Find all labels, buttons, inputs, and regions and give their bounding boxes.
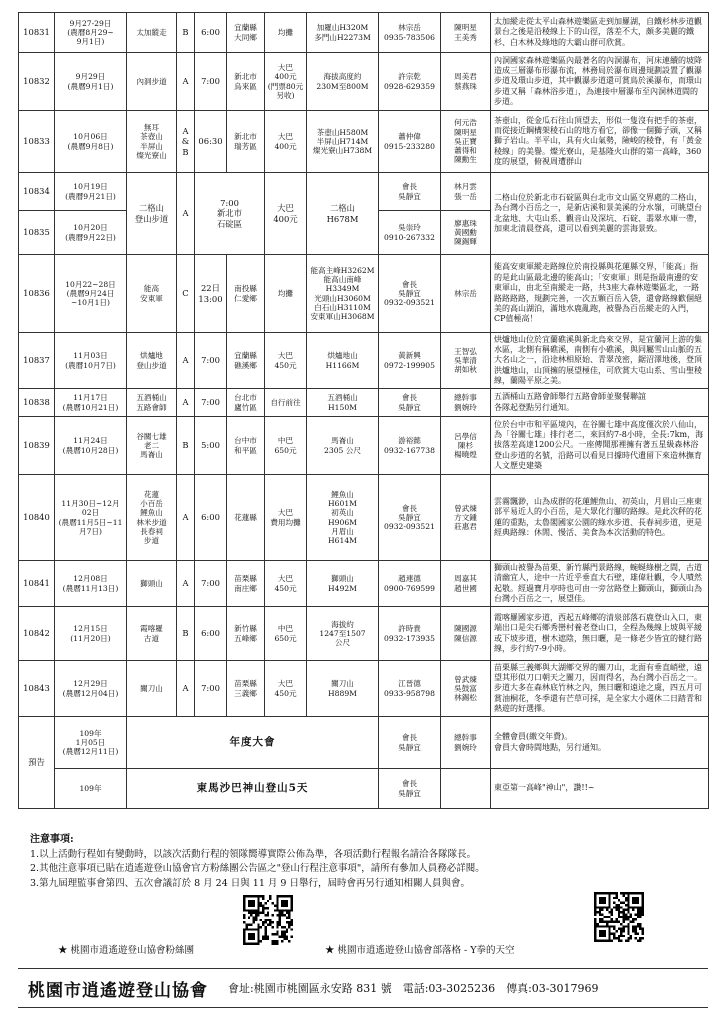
trip-date: 9月29日 (農曆9月1日) bbox=[55, 53, 127, 111]
trip-fee: 均攤 bbox=[265, 255, 307, 333]
trip-peak: 鯉魚山 H601M 初英山 H906M 月眉山 H614M bbox=[307, 475, 379, 561]
trip-id: 10838 bbox=[19, 389, 55, 417]
trip-time: 6:00 bbox=[195, 607, 227, 661]
trip-leader: 吳崇玲 0910-267332 bbox=[379, 211, 441, 255]
trip-id: 10842 bbox=[19, 607, 55, 661]
trip-route: 五酒桶山 五路會師 bbox=[127, 389, 177, 417]
trip-description: 二格山位於新北市石碇區與台北市文山區交界處的二格山，為台灣小百岳之一，是新店溪和景美溪的分水嶺，可眺望台北盆地、大屯山系、觀音山及深坑、石碇、翡翠水庫一帶，加東北清晨登高，還可以看到美麗的雲海景致。 bbox=[491, 173, 709, 255]
trip-id: 10840 bbox=[19, 475, 55, 561]
trip-description: 霞喀羅國家步道，西起五峰鄉的清泉部落石鹿登山入口，東端出口是尖石鄉秀巒村養老登山口，全程為幾線上坡與平緩或下坡步道，樹木遮陰，無日曬，是一條老少皆宜的健行路線，步行約7-9小時。 bbox=[491, 607, 709, 661]
note-item: 3.第九屆理監事會第四、五次會議訂於 8 月 24 日與 11 月 9 日舉行，屆時會再另行通知相關人員與會。 bbox=[30, 877, 470, 889]
trip-date: 12月29日 (農曆12月04日) bbox=[55, 661, 127, 717]
trip-date: 11月24日 (農曆10月28日) bbox=[55, 417, 127, 475]
trip-peak: 五酒桶山 H150M bbox=[307, 389, 379, 417]
table-row bbox=[19, 333, 709, 389]
notes-heading: 注意事項: bbox=[30, 834, 74, 845]
trip-time-place: 7:00 新北市 石碇區 bbox=[195, 173, 265, 255]
preview-label: 預告 bbox=[19, 717, 55, 809]
table-row bbox=[19, 13, 709, 53]
trip-time: 7:00 bbox=[195, 333, 227, 389]
trip-route: 獅頭山 bbox=[127, 561, 177, 607]
trip-time: 7:00 bbox=[195, 661, 227, 717]
trip-route: 霞喀羅 古道 bbox=[127, 607, 177, 661]
trip-place: 南投縣 仁愛鄉 bbox=[227, 255, 265, 333]
preview-event: 東馬沙巴神山登山5天 bbox=[127, 769, 379, 809]
trip-description: 位於台中市和平區境內，在谷關七雄中高度僅次於八仙山，為「谷關七雄」排行老二，來回約7-8小時，全長:7km，海拔落差高達1200公尺。一座傳聞那裡擁有著五星級森林浴登山步道的名號，沿路可以看見日據時代遺留下來造林撫育人文歷史建築 bbox=[491, 417, 709, 475]
trip-description: 苗栗縣三義鄉與大湖鄉交界的關刀山，北面有垂直峭壁，遠望其形似刀口朝天之關刀，因而得名，為台灣小百岳之一。步道大多在森林底竹林之內，無日曬和遠途之虞，四五月可賞油桐花，冬季還有芒草可採，是全家大小週休二日踏青和熱遊的好選擇。 bbox=[491, 661, 709, 717]
trip-date: 10月19日 (農曆9月21日) bbox=[55, 173, 127, 211]
table-row bbox=[19, 475, 709, 561]
trip-route: 二格山 登山步道 bbox=[127, 173, 177, 255]
trip-time: 06:30 bbox=[195, 111, 227, 173]
footer bbox=[18, 968, 708, 1008]
trip-id: 10831 bbox=[19, 13, 55, 53]
trip-leader: 許時貴 0932-173935 bbox=[379, 607, 441, 661]
trip-level: A bbox=[177, 389, 195, 417]
org-address: 會址:桃園市桃園區永安路 831 號 電話:03-3025236 傳真:03-3017969 bbox=[228, 982, 599, 995]
trip-fee: 大巴 450元 bbox=[265, 661, 307, 717]
trip-fee: 中巴 650元 bbox=[265, 417, 307, 475]
trip-leader: 會長 吳靜宜 bbox=[379, 389, 441, 417]
trip-route: 無耳 茶壺山 半屏山 燦光寮山 bbox=[127, 111, 177, 173]
trip-id: 10839 bbox=[19, 417, 55, 475]
table-row bbox=[19, 389, 709, 417]
trip-peak: 海拔高度約 230M至800M bbox=[307, 53, 379, 111]
trip-peak: 海拔約 1247至1507 公尺 bbox=[307, 607, 379, 661]
trip-id: 10841 bbox=[19, 561, 55, 607]
trip-assist: 周美君 蔡燕珠 bbox=[441, 53, 491, 111]
trip-fee: 自行前往 bbox=[265, 389, 307, 417]
trip-peak: 能高主峰H3262M 能高山南峰 H3349M 光頭山H3060M 白石山H3110M 安東軍山H3068M bbox=[307, 255, 379, 333]
trip-time: 7:00 bbox=[195, 53, 227, 111]
trip-route: 關刀山 bbox=[127, 661, 177, 717]
trip-date: 10月06日 (農曆9月8日) bbox=[55, 111, 127, 173]
trip-id: 10833 bbox=[19, 111, 55, 173]
table-row bbox=[19, 607, 709, 661]
trip-leader: 蕭仲偉 0915-233280 bbox=[379, 111, 441, 173]
trip-level: A bbox=[177, 661, 195, 717]
trip-date: 11月03日 (農曆10月7日) bbox=[55, 333, 127, 389]
trip-time: 7:00 bbox=[195, 561, 227, 607]
trip-route: 谷關七雄 老二 馬崙山 bbox=[127, 417, 177, 475]
trip-level: A & B bbox=[177, 111, 195, 173]
qr-code-blog[interactable] bbox=[594, 892, 644, 942]
org-name: 桃園市逍遙遊登山協會 bbox=[28, 980, 208, 1001]
trip-description: 雲霧飄渺，山為成群的花蓮鯉魚山、初英山，月眉山三座東部平易近人的小百岳，是大眾化行腳的路線。是此次秤的花蓮的重點，太魯閣國家公園的綠水步道、長春祠步道，更是經典路線：休閒、慢活、美食為本次活動的特色。 bbox=[491, 475, 709, 561]
trip-assist: 周嘉其 趙世國 bbox=[441, 561, 491, 607]
trip-fee: 均攤 bbox=[265, 13, 307, 53]
trip-description: 獅頭山被譽為苗栗、新竹縣門景路線，蜿蜒綠樹之間，古道清幽宜人，途中一片近乎垂直大石壁，雄偉壯觀，令人嘖然起敬。經過寶月亭時也可由一旁岔路登上獅頭山，獅頭山為台灣小百岳之一，展望佳。 bbox=[491, 561, 709, 607]
trip-assist: 王智弘 吳華清 胡如秋 bbox=[441, 333, 491, 389]
trip-id: 10834 bbox=[19, 173, 55, 211]
trip-place: 新竹縣 五峰鄉 bbox=[227, 607, 265, 661]
trip-date: 11月17日 (農曆10月21日) bbox=[55, 389, 127, 417]
trip-leader: 會長 吳靜宜 0932-093521 bbox=[379, 255, 441, 333]
trip-leader: 游裕懿 0932-167738 bbox=[379, 417, 441, 475]
trip-assist: 曾武煉 方文鍾 莊惠君 bbox=[441, 475, 491, 561]
trip-leader: 江晉德 0933-958798 bbox=[379, 661, 441, 717]
trip-date: 10月20日 (農曆9月22日) bbox=[55, 211, 127, 255]
trip-fee: 大巴 450元 bbox=[265, 333, 307, 389]
trip-leader: 會長 吳靜宜 bbox=[379, 173, 441, 211]
trip-assist: 曾武煉 吳鼓富 林錫松 bbox=[441, 661, 491, 717]
trip-assist: 陳國源 陳信源 bbox=[441, 607, 491, 661]
trip-fee: 大巴 400元 (門票80元 另收) bbox=[265, 53, 307, 111]
trip-id: 10836 bbox=[19, 255, 55, 333]
table-row bbox=[19, 173, 709, 211]
trip-assist: 總幹事 劉婉玲 bbox=[441, 389, 491, 417]
trip-peak: 二格山 H678M bbox=[307, 173, 379, 255]
trip-level: A bbox=[177, 561, 195, 607]
trip-assist: 林月雲 張一岳 bbox=[441, 173, 491, 211]
trip-route: 花蓮 小百岳 鯉魚山 林米步道 長春祠 步道 bbox=[127, 475, 177, 561]
trip-fee: 大巴 400元 bbox=[265, 111, 307, 173]
trip-leader: 黃新興 0972-199905 bbox=[379, 333, 441, 389]
preview-assist: 總幹事 劉婉玲 bbox=[441, 717, 491, 769]
trip-id: 10837 bbox=[19, 333, 55, 389]
preview-date: 109年 1月05日 (農曆12月11日) bbox=[55, 717, 127, 769]
trip-level: A bbox=[177, 173, 195, 255]
trip-description: 茶壺山，從金瓜石往山頂望去，形似一隻沒有把手的茶壺，而從接近鋼構架稜石山的地方看它，卻像一個獅子頭，又稱獅子岩山。半平山，具有火山氣勢，險峻的稜脊，有「黃金稜線」的美譽。燦光寮山，是基隆火山群的第一高峰，360度的展望，俯視周遭群山 bbox=[491, 111, 709, 173]
trip-description: 內洞國家森林遊樂區內最著名的內洞瀑布，河床連續的坡降造成三層瀑布形瀑布流，林務局於瀑布周邊規劃設置了觀瀑步道及環山步道，其中觀瀑步道還可賞鳥於溪瀑布，而環山步道又稱「森林浴步道」，為連接中層瀑布至內洞林道間的步道。 bbox=[491, 53, 709, 111]
trip-date: 9月27-29日 (農曆8月29~ 9月1日) bbox=[55, 13, 127, 53]
trip-level: A bbox=[177, 333, 195, 389]
trip-time: 6:00 bbox=[195, 13, 227, 53]
note-item: 1.以上活動行程如有變動時，以該次活動行程的領隊嚮導實際公佈為準，各項活動行程報名請洽各隊隊長。 bbox=[30, 848, 477, 860]
preview-date: 109年 bbox=[55, 769, 127, 809]
preview-event: 年度大會 bbox=[127, 717, 379, 769]
trip-time: 22日 13:00 bbox=[195, 255, 227, 333]
table-row bbox=[19, 417, 709, 475]
trip-leader: 許宗乾 0928-629359 bbox=[379, 53, 441, 111]
trip-time: 6:00 bbox=[195, 475, 227, 561]
trip-peak: 獅頭山 H492M bbox=[307, 561, 379, 607]
trip-date: 12月08日 (農曆11月13日) bbox=[55, 561, 127, 607]
trip-route: 太加縱走 bbox=[127, 13, 177, 53]
trip-route: 烘爐地 登山步道 bbox=[127, 333, 177, 389]
trip-place: 台中市 和平區 bbox=[227, 417, 265, 475]
trip-description: 五酒桶山五路會師舉行五路會師並聚餐聯誼 各隊起登點另行通知。 bbox=[491, 389, 709, 417]
trip-place: 苗栗縣 南庄鄉 bbox=[227, 561, 265, 607]
trip-id: 10835 bbox=[19, 211, 55, 255]
preview-leader: 會長 吳靜宜 bbox=[379, 717, 441, 769]
qr-code-fanpage[interactable] bbox=[243, 895, 293, 945]
trip-leader: 會長 吳靜宜 0932-093521 bbox=[379, 475, 441, 561]
trip-leader: 林宗岳 0935-783506 bbox=[379, 13, 441, 53]
blog-caption: ★ 桃園市逍遙遊登山協會部落格 - Y拳的天空 bbox=[325, 945, 515, 956]
trip-id: 10843 bbox=[19, 661, 55, 717]
trip-peak: 馬崙山 2305 公尺 bbox=[307, 417, 379, 475]
schedule-table bbox=[18, 12, 709, 809]
trip-assist: 呂學信 陳杉 楊曉煌 bbox=[441, 417, 491, 475]
table-row bbox=[19, 661, 709, 717]
table-row bbox=[19, 53, 709, 111]
trip-place: 宜蘭縣 礁溪鄉 bbox=[227, 333, 265, 389]
trip-level: A bbox=[177, 53, 195, 111]
trip-assist: 陳明星 王美秀 bbox=[441, 13, 491, 53]
trip-level: A bbox=[177, 475, 195, 561]
trip-description: 太加縱走從太平山森林遊樂區走到加羅湖，自鐵杉林步道觀景台之後是沿稜線上下的山徑，落差不大，頗多美麗的鐵杉、白木林及綠地的大霸山群可欣賞。 bbox=[491, 13, 709, 53]
trip-description: 烘爐地山位於宜蘭礁溪與新北烏來交界，是宜蘭河上游的集水區，北側有稱礁溪，南側有小礁溪，與同屬雪山山脈的五大名山之一，沿途林相原始、青翠茂密，鋸沼澤地後，登頂洪爐地山，山頂擁的展望極佳，可欣賞大屯山系、雪山聖稜線，蘭陽平原之美。 bbox=[491, 333, 709, 389]
trip-peak: 關刀山 H889M bbox=[307, 661, 379, 717]
fanpage-caption: ★ 桃園市逍遙遊登山協會粉絲團 bbox=[58, 945, 195, 956]
trip-id: 10832 bbox=[19, 53, 55, 111]
trip-leader: 趙連德 0900-769599 bbox=[379, 561, 441, 607]
trip-level: C bbox=[177, 255, 195, 333]
trip-date: 10月22~28日 (農曆9月24日 ~10月1日) bbox=[55, 255, 127, 333]
trip-fee: 中巴 650元 bbox=[265, 607, 307, 661]
trip-peak: 茶壺山H580M 半屏山H714M 燦光寮山H738M bbox=[307, 111, 379, 173]
trip-date: 11月30日~12月 02日 (農曆11月5日~11 月7日) bbox=[55, 475, 127, 561]
trip-description: 能高安東軍縱走路線位於南投縣與花蓮縣交界，「能高」指的是此山區最北邊的能高山；「安東軍」則是指最南邊的安東軍山，由北至南縱走一路，共3座大森林遊樂區北，一路路路路路，規劃完善，一次五顆百岳入袋，還會路線歡個絕美的高山湖泊，滿地水鹿亂跑，被譽為百岳縱走的入門，CP值極高！ bbox=[491, 255, 709, 333]
notes-section bbox=[30, 832, 700, 892]
preview-assist bbox=[441, 769, 491, 809]
note-item: 2.其他注意事項已貼在逍遙遊登山協會官方粉絲團公告區之"登山行程注意事項"，請所有參加人員務必詳閱。 bbox=[30, 863, 485, 875]
trip-peak: 烘爐地山 H1166M bbox=[307, 333, 379, 389]
preview-row bbox=[19, 717, 709, 769]
trip-assist: 林宗岳 bbox=[441, 255, 491, 333]
trip-time: 7:00 bbox=[195, 389, 227, 417]
trip-route: 能高 安東軍 bbox=[127, 255, 177, 333]
trip-level: B bbox=[177, 607, 195, 661]
trip-fee: 大巴 費用均攤 bbox=[265, 475, 307, 561]
trip-place: 新北市 烏來區 bbox=[227, 53, 265, 111]
trip-route: 內洞步道 bbox=[127, 53, 177, 111]
preview-leader: 會長 吳靜宜 bbox=[379, 769, 441, 809]
trip-fee: 大巴 450元 bbox=[265, 561, 307, 607]
trip-fee: 大巴 400元 bbox=[265, 173, 307, 255]
trip-place: 宜蘭縣 大同鄉 bbox=[227, 13, 265, 53]
trip-level: B bbox=[177, 13, 195, 53]
table-row bbox=[19, 111, 709, 173]
trip-assist: 廖惠珠 黃國勳 陳錫輝 bbox=[441, 211, 491, 255]
trip-place: 新北市 瑞芳區 bbox=[227, 111, 265, 173]
trip-assist: 何元浩 陳明星 吳正寶 蕭得和 陳勳生 bbox=[441, 111, 491, 173]
trip-peak: 加羅山H320M 多門山H2273M bbox=[307, 13, 379, 53]
trip-level: B bbox=[177, 417, 195, 475]
trip-place: 花蓮縣 bbox=[227, 475, 265, 561]
trip-date: 12月15日 (11月20日) bbox=[55, 607, 127, 661]
trip-place: 台北市 廬竹區 bbox=[227, 389, 265, 417]
trip-time: 5:00 bbox=[195, 417, 227, 475]
table-row bbox=[19, 255, 709, 333]
preview-description: 全體會員(繳交年費)。 會員大會時間地點，另行通知。 bbox=[491, 717, 709, 769]
trip-place: 苗栗縣 三義鄉 bbox=[227, 661, 265, 717]
table-row bbox=[19, 561, 709, 607]
preview-description: 東亞第一高峰"神山"，讚!!~ bbox=[491, 769, 709, 809]
preview-row bbox=[19, 769, 709, 809]
